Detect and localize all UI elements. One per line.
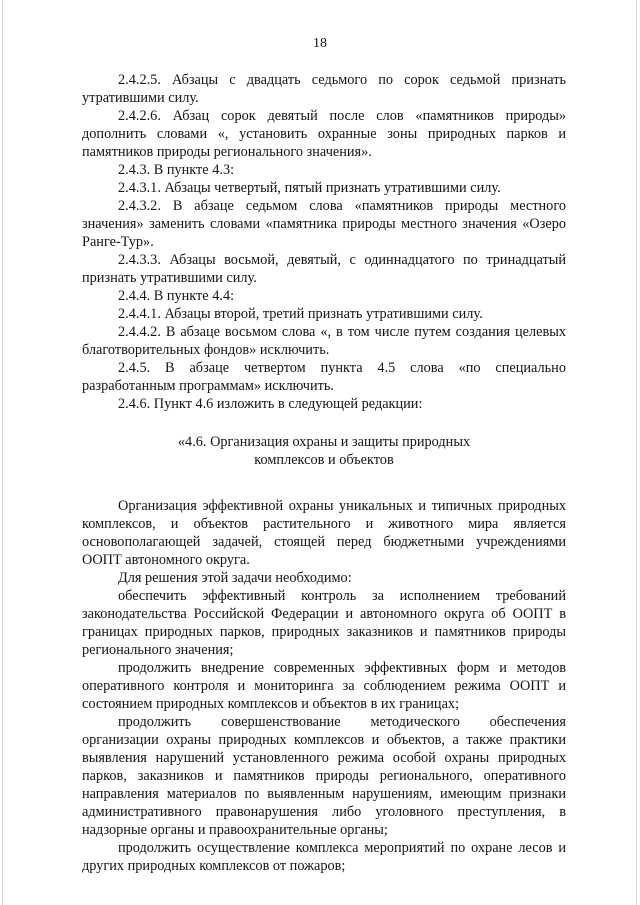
- page-number: 18: [313, 36, 327, 51]
- paragraph: 2.4.3.2. В абзаце седьмом слова «памятников природы местного значения» заменить словами «памятника природы местного значения «Озеро Ранге-Тур».: [82, 198, 566, 250]
- paragraph: 2.4.5. В абзаце четвертом пункта 4.5 слова «по специально разработанным программам» исключить.: [82, 360, 566, 394]
- paragraph: 2.4.2.6. Абзац сорок девятый после слов «памятников природы» дополнить словами «, установить охранные зоны природных парков и памятников природы регионального значения».: [82, 108, 566, 160]
- section-heading-line1: «4.6. Организация охраны и защиты природных: [177, 434, 471, 450]
- paragraph: обеспечить эффективный контроль за исполнением требований законодательства Российской Федерации и автономного округа об ООПТ в границах природных парков, природных заказников и памятников природы регионального значения;: [82, 588, 566, 658]
- paragraph: 2.4.4.1. Абзацы второй, третий признать утратившими силу.: [118, 306, 483, 322]
- paragraph: Организация эффективной охраны уникальных и типичных природных комплексов, и объектов растительного и животного мира является основополагающей задачей, стоящей перед бюджетными учреждениями ООПТ автономного округа.: [82, 498, 566, 568]
- document-body: [82, 71, 566, 875]
- paragraph: Для решения этой задачи необходимо:: [118, 570, 352, 586]
- section-heading-line2: комплексов и объектов: [254, 452, 394, 468]
- section-heading: [82, 433, 566, 469]
- paragraph: 2.4.3.3. Абзацы восьмой, девятый, с одиннадцатого по тринадцатый признать утратившими силу.: [82, 252, 566, 286]
- scan-edge-right: [636, 0, 637, 905]
- paragraph: 2.4.4.2. В абзаце восьмом слова «, в том числе путем создания целевых благотворительных фондов» исключить.: [82, 324, 566, 358]
- paragraph: продолжить внедрение современных эффективных форм и методов оперативного контроля и мониторинга за соблюдением режима ООПТ и состоянием природных комплексов и объектов в их границах;: [82, 660, 566, 712]
- paragraph: 2.4.4. В пункте 4.4:: [118, 288, 235, 304]
- paragraph: продолжить совершенствование методического обеспечения организации охраны природных комплексов и объектов, а также практики выявления нарушений установленного режима особой охраны природных парков, заказников и памятников природы регионального, оперативного направления материалов по выявленным нарушениям, имеющим признаки административного правонарушения либо уголовного преступления, в надзорные органы и правоохранительные органы;: [82, 714, 566, 838]
- paragraph: продолжить осуществление комплекса мероприятий по охране лесов и других природных комплексов от пожаров;: [82, 840, 566, 874]
- paragraph: 2.4.6. Пункт 4.6 изложить в следующей редакции:: [118, 396, 423, 412]
- paragraph: 2.4.3.1. Абзацы четвертый, пятый признать утратившими силу.: [118, 180, 501, 196]
- paragraph: 2.4.3. В пункте 4.3:: [118, 162, 235, 178]
- paragraph: 2.4.2.5. Абзацы с двадцать седьмого по сорок седьмой признать утратившими силу.: [82, 72, 566, 106]
- scan-edge-left: [2, 0, 3, 905]
